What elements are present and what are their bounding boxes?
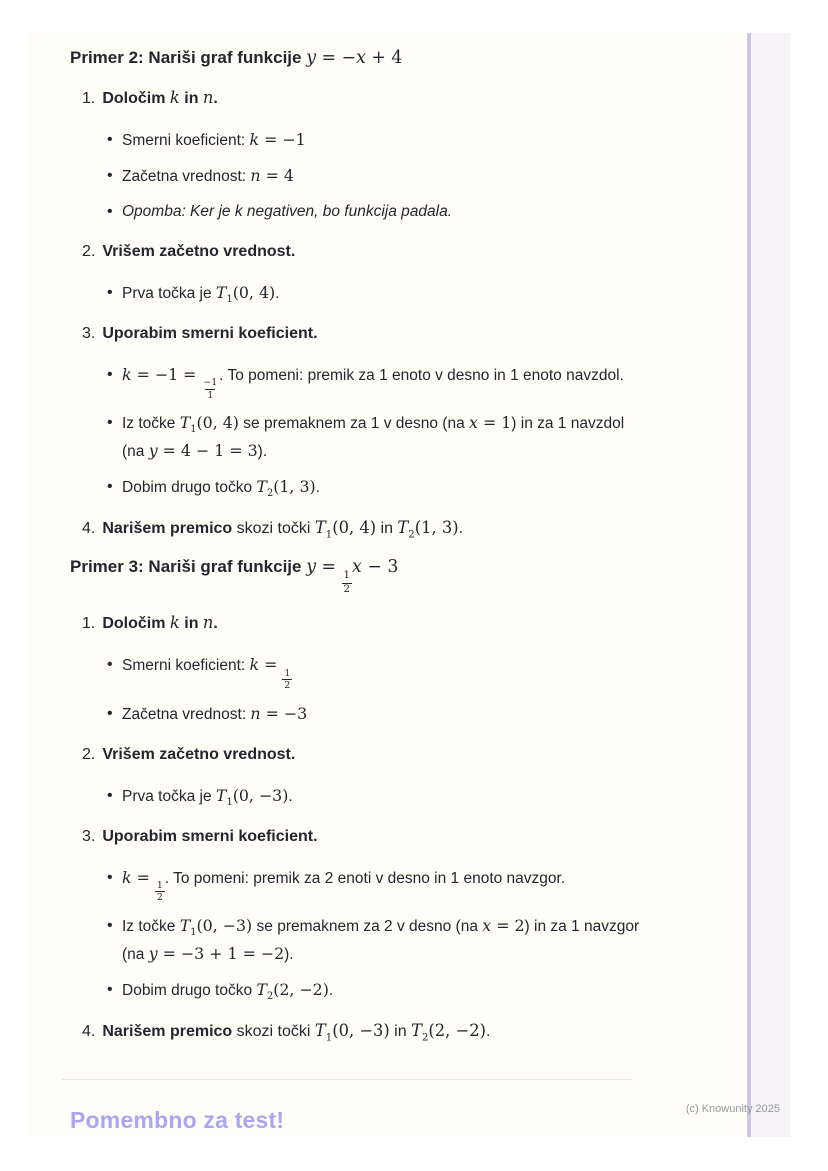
math-subscript: 1 [190,927,197,939]
text-segment: in [179,615,203,633]
math-text: + 4 [365,48,403,68]
math-variable: T [179,916,191,936]
text-segment: ). [284,946,294,964]
math-text: n [250,703,261,723]
math-text: = 2 [491,916,525,936]
step-header [82,515,656,542]
text-segment: Dobim drugo točko [122,982,257,1000]
math-subscripted-symbol [256,477,274,500]
math-text: = − [316,48,357,68]
math-text: = [316,557,342,578]
math-subscripted-symbol [179,413,197,436]
step-header [82,239,656,265]
sections-root [70,45,656,1045]
math-text: n [202,613,214,633]
math-text: (0, −3) [332,1021,390,1041]
step-number: 1. [82,615,96,633]
bullet-item [82,126,656,154]
bullet-item [82,912,656,968]
math-subscripted-symbol [179,916,197,939]
text-segment: . [458,520,464,538]
text-segment: . [275,285,280,302]
math-subscripted-symbol [314,1021,333,1044]
step-item [70,1018,656,1045]
section-title-text: Primer 3: Nariši graf funkcije [70,557,307,577]
text-segment: Opomba: Ker je k negativen, bo funkcija padala. [122,203,453,220]
step-header [82,742,656,768]
math-text: x [469,413,478,433]
text-segment: in [179,90,203,107]
math-text: = −3 [260,703,308,723]
math-subscripted-symbol [411,1021,429,1044]
bullet-item [82,162,656,190]
bullet-item [82,409,656,465]
bullet-item [82,700,656,728]
math-text: = 4 − 1 = 3 [157,441,258,461]
step-number: 2. [82,745,96,763]
math-text: = [259,655,283,675]
math-variable: T [256,980,267,1000]
text-segment: (na [122,443,149,461]
math-text: y [306,557,316,578]
step-item [70,515,656,542]
math-text: k [169,613,180,633]
step-item [70,610,656,727]
math-text: = −1 [259,130,306,149]
step-number: 3. [82,325,96,342]
math-text: n [250,166,261,185]
math-text: (2, −2) [428,1021,486,1041]
math-subscripted-symbol [397,518,415,541]
page-edge-bar [747,33,751,1137]
document-content [70,33,656,1134]
step-item [70,321,656,501]
fraction-numerator: −1 [203,377,218,389]
bullet-item [82,976,656,1004]
math-variable: T [215,283,227,302]
math-fraction [155,880,165,904]
bullet-item [82,651,656,691]
important-heading: Pomembno za test! [70,1107,285,1134]
text-segment: in [389,1023,412,1041]
text-segment: Prva točka je [122,285,216,302]
math-text: = 4 [260,166,294,185]
math-subscript: 2 [421,1032,429,1044]
math-variable: T [411,1021,422,1041]
text-segment: Narišem premico [102,1023,233,1041]
text-segment: Vrišem začetno vrednost. [102,243,296,260]
text-segment: Vrišem začetno vrednost. [102,745,296,763]
math-text: k [249,655,260,675]
math-text: (0, 4) [232,283,276,302]
bullet-item [82,473,656,501]
text-segment: Prva točka je [122,787,216,805]
text-segment: . To pomeni: premik za 2 enoti v desno in 1 enoto navzgor. [164,869,566,887]
math-subscript: 1 [325,1032,333,1044]
math-subscript: 2 [266,991,274,1003]
text-segment: . [213,615,218,633]
section-title [70,554,656,596]
step-header [82,321,656,347]
step-item [70,742,656,810]
fraction-denominator: 2 [156,892,163,904]
text-segment: ) in za 1 navzgor [524,918,640,936]
math-subscript: 1 [226,796,233,808]
math-text: x [356,48,366,68]
math-variable: T [314,1021,326,1041]
text-segment: . [315,479,320,497]
math-subscripted-symbol [314,518,333,541]
step-item [70,85,656,225]
math-text: x [482,916,492,936]
text-segment: skozi točki [232,1023,315,1041]
math-subscripted-symbol [215,785,233,808]
text-segment: Začetna vrednost: [122,705,251,723]
math-text: k [169,88,180,107]
math-subscripted-symbol [256,980,274,1003]
bullet-item [82,361,656,401]
math-text: y [306,48,316,68]
fraction-denominator: 1 [207,389,214,401]
bullet-list [82,782,656,810]
math-subscript: 1 [190,424,197,436]
text-segment: Dobim drugo točko [122,479,257,497]
text-segment: Smerni koeficient: [122,657,250,675]
math-variable: T [397,518,409,538]
text-segment: ). [257,443,268,461]
bullet-list [82,864,656,1004]
text-segment: Iz točke [122,918,180,936]
text-segment: se premaknem za 1 v desno (na [238,415,470,433]
bullet-list [82,126,656,225]
fraction-denominator: 2 [284,680,291,692]
fraction-numerator: 1 [343,569,351,581]
bullet-list [82,651,656,727]
math-subscript: 2 [408,529,415,541]
page-margin-strip [751,33,790,1137]
section-title-text: Primer 2: Nariši graf funkcije [70,48,307,67]
math-text: = [131,867,155,887]
text-segment: Narišem premico [102,520,233,538]
bullet-item [82,198,656,225]
step-number: 4. [82,520,96,538]
math-variable: T [314,518,326,538]
math-text: y [148,944,158,964]
text-segment: Določim [102,90,170,107]
math-text: k [122,867,132,887]
text-segment: Začetna vrednost: [122,168,251,185]
fraction-numerator: 1 [156,879,163,891]
bullet-item [82,782,656,810]
math-subscripted-symbol [215,283,233,306]
step-item [70,239,656,307]
math-text: n [202,88,214,107]
math-text: y [148,441,158,461]
step-header [82,1018,656,1045]
fraction-denominator: 2 [343,583,351,595]
text-segment: . [328,982,334,1000]
math-variable: T [256,477,267,497]
text-segment: Določim [102,615,170,633]
text-segment: Smerni koeficient: [122,132,250,149]
math-text: (0, −3) [232,785,289,805]
math-subscript: 2 [266,488,274,500]
example-section [70,554,656,1045]
math-text: (0, 4) [196,413,239,433]
math-fraction [201,377,219,401]
text-segment: (na [122,946,149,964]
bullet-item [82,864,656,904]
text-segment: . [485,1023,491,1041]
math-text: (2, −2) [273,980,329,1000]
document-page [28,33,790,1137]
step-header [82,85,656,112]
math-variable: T [215,785,227,805]
math-text: − 3 [361,557,399,578]
math-fraction [342,570,352,597]
text-segment: ) in za 1 navzdol [511,415,625,433]
text-segment: . To pomeni: premik za 1 enoto v desno in 1 enoto navzdol. [219,367,624,384]
step-number: 1. [82,90,96,107]
fraction-numerator: 1 [284,667,291,679]
step-header [82,824,656,850]
math-text: x [352,557,362,578]
bullet-list [82,279,656,307]
math-text: k [249,130,260,149]
step-header [82,610,656,637]
math-subscript: 1 [325,529,333,541]
text-segment: Uporabim smerni koeficient. [102,325,318,342]
text-segment: skozi točki [232,520,315,538]
math-subscript: 1 [226,294,233,306]
math-text: (0, 4) [332,518,377,538]
bullet-item [82,279,656,307]
example-section [70,45,656,542]
step-number: 3. [82,827,96,845]
math-text: = 1 [477,413,512,433]
math-text: (1, 3) [273,477,316,497]
text-segment: . [213,90,218,107]
step-item [70,824,656,1004]
text-segment: . [288,787,293,805]
section-divider [62,1079,632,1080]
text-segment: Iz točke [122,415,180,433]
math-text: (1, 3) [414,518,459,538]
text-segment: se premaknem za 2 v desno (na [252,918,483,936]
math-variable: T [179,413,191,433]
bullet-list [82,361,656,501]
math-fraction [282,668,292,692]
math-text: k [122,365,132,384]
step-number: 4. [82,1023,96,1041]
text-segment: in [376,520,398,538]
math-text: (0, −3) [196,916,253,936]
text-segment: Uporabim smerni koeficient. [102,827,318,845]
math-text: = −3 + 1 = −2 [157,944,285,964]
math-text: = −1 = [131,365,202,384]
step-number: 2. [82,243,96,260]
copyright-footer: (c) Knowunity 2025 [685,1103,780,1115]
section-title [70,45,656,71]
